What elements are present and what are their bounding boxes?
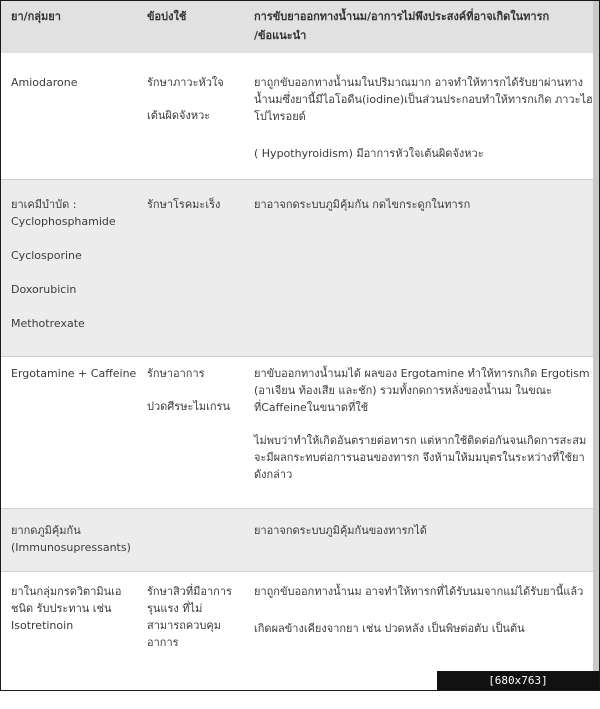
indication-text: สามารถควบคุม <box>147 619 222 632</box>
indication-text: อาการ <box>147 636 179 649</box>
notes-text: ยาถูกขับออกทางน้ำนมในปริมาณมาก อาจทำให้ทารกได้รับยาผ่านทาง <box>254 76 583 89</box>
drug-name: Methotrexate <box>11 317 85 330</box>
notes-text: ที่Caffeineในขนาดที่ใช้ <box>254 401 369 414</box>
notes-text: เกิดผลข้างเคียงจากยา เช่น ปวดหลัง เป็นพิษต่อตับ เป็นต้น <box>254 622 525 635</box>
header-indication: ข้อบ่งใช้ <box>147 10 187 23</box>
drug-name: Amiodarone <box>11 76 78 89</box>
header-drug: ยา/กลุ่มยา <box>11 10 61 23</box>
table-row <box>1 509 593 571</box>
notes-text: ยาอาจกดระบบภูมิคุ้มกันของทารกได้ <box>254 524 427 537</box>
notes-text: น้ำนมซึ่งยานี้มีไอโอดีน(iodine)เป็นส่วนประกอบทำให้ทารกเกิด ภาวะไฮ <box>254 93 593 106</box>
watermark-badge: [680x763] https://upic.me/ <box>437 671 599 690</box>
table-row <box>1 180 593 356</box>
drug-name: Doxorubicin <box>11 283 77 296</box>
drug-name: Cyclophosphamide <box>11 215 116 228</box>
table-row <box>1 53 593 179</box>
right-edge-bar <box>593 1 599 690</box>
notes-text: จะมีผลกระทบต่อการนอนของทารก จึงห้ามให้มมบุตรในระหว่างที่ใช้ยา <box>254 451 585 464</box>
notes-text: ยาอาจกดระบบภูมิคุ้มกัน กดไขกระดูกในทารก <box>254 198 471 211</box>
header-notes-line2: /ข้อแนะนำ <box>254 29 307 42</box>
indication-text: รักษาสิวที่มีอาการ <box>147 585 232 598</box>
drug-name: Cyclosporine <box>11 249 82 262</box>
indication-text: รักษาอาการ <box>147 367 205 380</box>
notes-text: ยาขับออกทางน้ำนมได้ ผลของ Ergotamine ทำให้ทารกเกิด Ergotism <box>254 367 590 380</box>
notes-text: ไม่พบว่าทำให้เกิดอันตรายต่อทารก แต่หากใช้ติดต่อกันจนเกิดการสะสม <box>254 434 587 447</box>
notes-text: โปไทรอยด์ <box>254 110 306 123</box>
drug-name: (Immunosupressants) <box>11 541 131 554</box>
indication-text: รักษาภาวะหัวใจ <box>147 76 224 89</box>
drug-name: Ergotamine + Caffeine <box>11 367 137 380</box>
notes-text: ดังกล่าว <box>254 468 293 481</box>
notes-text: ยาถูกขับออกทางน้ำนม อาจทำให้ทารกที่ได้รับนมจากแม่ได้รับยานี้แล้ว <box>254 585 584 598</box>
drug-name: ยากดภูมิคุ้มกัน <box>11 524 81 537</box>
drug-name: ยาในกลุ่มกรดวิตามินเอ <box>11 585 122 598</box>
indication-text: รักษาโรคมะเร็ง <box>147 198 221 211</box>
header-notes-line1: การขับยาออกทางน้ำนม/อาการไม่พึงประสงค์ที่อาจเกิดในทารก <box>254 10 550 23</box>
drug-name: ยาเคมีบำบัด : <box>11 198 77 211</box>
indication-text: ปวดศีรษะไมเกรน <box>147 400 230 413</box>
table-header <box>1 1 593 53</box>
drug-name: ชนิด รับประทาน เช่น <box>11 602 112 615</box>
notes-text: (อาเจียน ท้องเสีย และชัก) รวมทั้งกดการหลั่งของน้ำนม ในขณะ <box>254 384 552 397</box>
indication-text: รุนแรง ที่ไม่ <box>147 602 203 615</box>
indication-text: เต้นผิดจังหวะ <box>147 109 211 122</box>
drug-name: Isotretinoin <box>11 619 74 632</box>
table-row <box>1 357 593 508</box>
notes-text: ( Hypothyroidism) มีอาการหัวใจเต้นผิดจังหวะ <box>254 147 484 160</box>
